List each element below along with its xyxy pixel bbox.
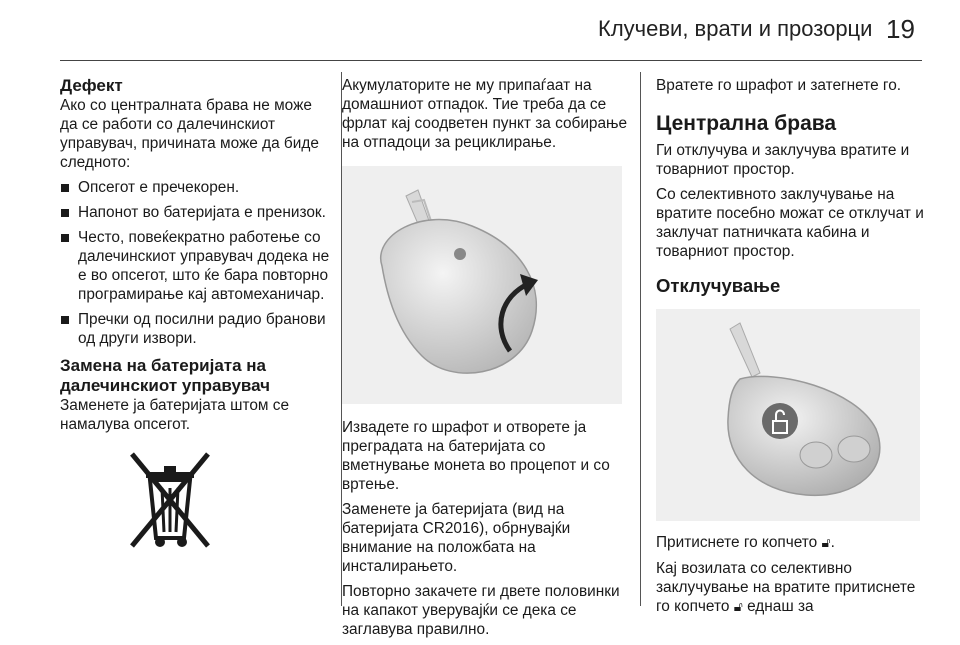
column-divider-2 (640, 72, 641, 606)
page-header-title: Клучеви, врати и прозорци (598, 16, 873, 41)
step-open-cover: Извадете го шрафот и отворете ја преградата на батеријата со вметнување монета во процепот и со вртење. (342, 419, 610, 493)
central-lock-desc: Ги отклучува и заклучува вратите и товарниот простор. (656, 142, 910, 178)
key-unlock-figure (656, 309, 920, 521)
step-replace-battery: Заменете ја батеријата (вид на батеријата CR2016), обрнувајќи внимание на положбата на инсталирањето. (342, 501, 571, 575)
selective-unlock-text-b: еднаш за (747, 598, 814, 615)
list-item: Пречки од посилни радио бранови од други извори. (60, 310, 332, 348)
press-unlock-text-b: . (830, 534, 835, 551)
list-item: Често, повеќекратно работење со далечинскиот управувач додека не е во опсегот, што ќе бара повторно програмирање кај автомеханичар. (60, 228, 332, 304)
unlock-icon: 🔓︎ (821, 535, 831, 551)
unlock-icon: 🔓︎ (733, 599, 743, 615)
defect-intro: Ако со централната брава не може да се работи со далечинскиот управувач, причината може да биде следното: (60, 97, 319, 171)
heading-unlocking: Отклучување (656, 275, 781, 296)
selective-unlock-text (656, 559, 930, 617)
list-item: Напонот во батеријата е пренизок. (60, 203, 332, 222)
recycle-text: Акумулаторите не му припаѓаат на домашниот отпадок. Тие треба да се фрлат кај соодветен пункт за собирање на отпадоци за рециклирање. (342, 77, 628, 151)
battery-replacement-text: Заменете ја батеријата штом се намалува опсегот. (60, 397, 290, 433)
heading-central-lock: Централна брава (656, 112, 837, 135)
step-reattach: Повторно закачете ги двете половинки на капакот уверувајќи се дека се заглавува правилно. (342, 583, 620, 638)
page-number: 19 (886, 14, 915, 44)
selective-unlock-text-a: Кај возилата со селективно заклучување на вратите притиснете го копчето (656, 560, 916, 615)
column-1 (60, 76, 332, 554)
key-battery-figure (342, 166, 622, 404)
heading-battery-replacement: Замена на батеријата на далечинскиот управувач (60, 356, 271, 395)
list-item: Опсегот е пречекорен. (60, 178, 332, 197)
crossed-out-bin-icon (120, 446, 220, 554)
press-unlock-text-a: Притиснете го копчето (656, 534, 818, 551)
selective-lock-desc: Со селективното заклучување на вратите посебно можат се отклучат и заклучат патничката кабина и товарниот простор. (656, 186, 924, 260)
step-refit-screw: Вратете го шрафот и затегнете го. (656, 77, 902, 94)
column-3 (656, 76, 930, 623)
defect-list (60, 178, 332, 348)
column-2 (342, 76, 628, 645)
press-unlock-button-text (656, 533, 930, 553)
heading-defect: Дефект (60, 76, 123, 95)
header-rule (60, 60, 922, 61)
